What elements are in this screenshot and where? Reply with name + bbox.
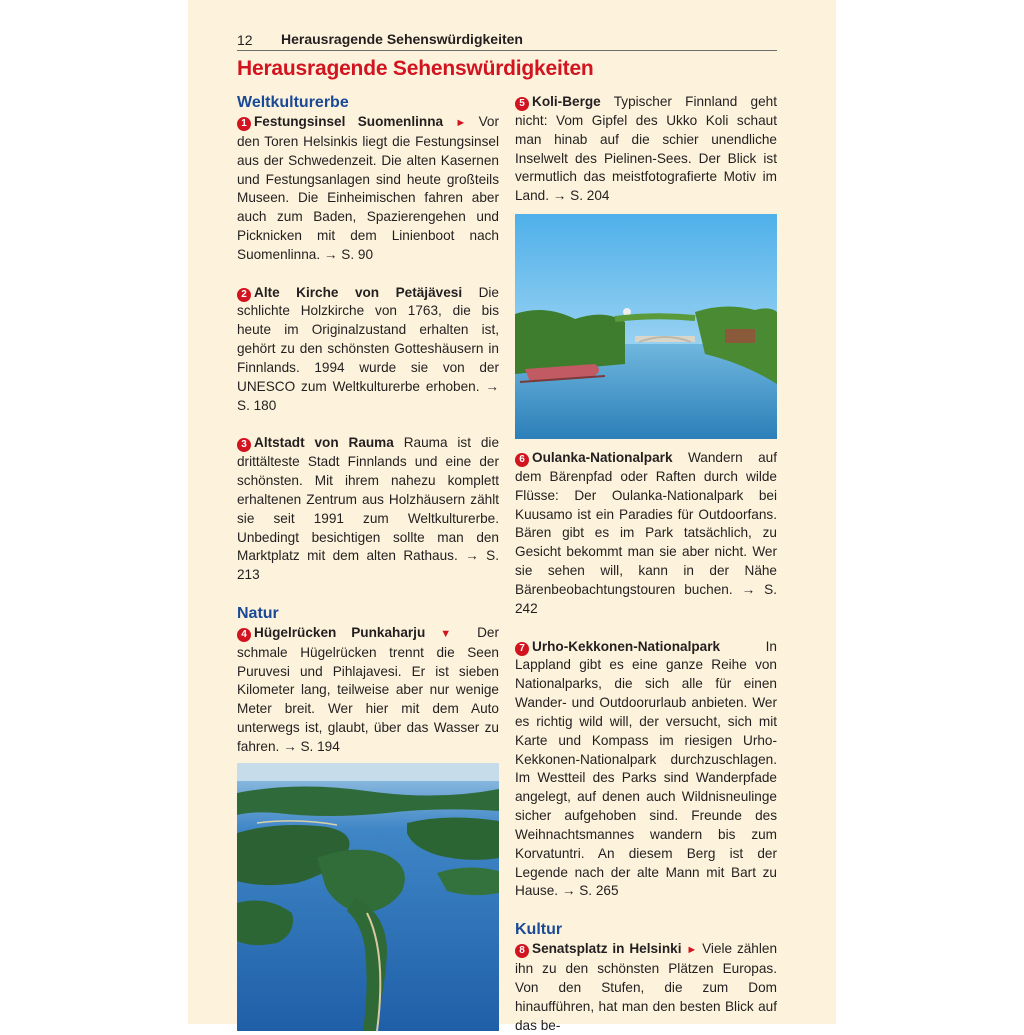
number-badge: 8 <box>515 944 529 958</box>
section-heading-natur: Natur <box>237 604 279 622</box>
entry-title: Senatsplatz in Helsinki <box>532 941 682 957</box>
entry-1 <box>237 113 499 265</box>
river-landscape-photo <box>515 214 777 439</box>
entry-2 <box>237 284 499 416</box>
entry-body: In Lappland gibt es eine ganze Reihe von Nationalparks, die sich alle für einen Wander- und Outdoorurlaub anbieten. Wer es richtig wild will, der versucht, sich mit Karte und Kompass im riesigen Urho-Kekkonen-Nationalpark durchzuschlagen. Im Westteil des Parks sind Wanderpfade angelegt, auf denen auch Wildnisneulinge sicher aufgehoben sind. Freunde des Weihnachtsmannes wandern bis zum Korvatuntri. An diesem Berg ist der Legende nach der alte Mann mit Bart zu Hause. → S. 265 <box>515 638 777 899</box>
entry-body: Typischer Finnland geht nicht: Vom Gipfel des Ukko Koli schaut man hinab auf die schier unendliche Inselwelt des Pielinen-Sees. Der Blick ist vermutlich das meistfotografierte Motiv im Land. → S. 204 <box>515 94 777 204</box>
triangle-right-icon: ► <box>455 117 467 129</box>
entry-5 <box>515 93 777 206</box>
entry-8 <box>515 940 777 1035</box>
number-badge: 4 <box>237 628 251 642</box>
entry-body: Wandern auf dem Bärenpfad oder Raften durch wilde Flüsse: Der Oulanka-Nationalpark bei Kuusamo ist ein Paradies für Outdoorfans. Bären gibt es im Park tatsächlich, zu Gesicht bekommt man sie aber nicht. Wer sie sehen will, kann in der Nähe Bärenbeobachtungstouren buchen. → S. 242 <box>515 450 777 616</box>
number-badge: 2 <box>237 288 251 302</box>
triangle-right-icon: ► <box>686 944 698 957</box>
entry-body: Der schmale Hügelrücken trennt die Seen Puruvesi und Pihlajavesi. Er ist sieben Kilometer lang, teilweise aber nur wenige Meter breit. Wer hier mit dem Auto unterwegs ist, glaubt, über das Wasser zu fahren. → S. 194 <box>237 624 500 754</box>
number-badge: 3 <box>237 438 251 452</box>
number-badge: 6 <box>515 453 529 467</box>
entry-6 <box>515 449 777 619</box>
page-title: Herausragende Sehenswürdigkeiten <box>237 57 594 80</box>
number-badge: 1 <box>237 117 251 131</box>
entry-title: Oulanka-Nationalpark <box>532 450 673 466</box>
left-column <box>237 93 499 1031</box>
section-heading-kultur: Kultur <box>515 921 563 939</box>
entry-title: Hügelrücken Punkaharju <box>254 624 426 640</box>
entry-3 <box>237 434 499 585</box>
entry-body: Die schlichte Holzkirche von 1763, die bis heute im Originalzustand erhalten ist, gehört zu den schönsten Gotteshäusern in Finnlands. 1994 wurde sie von der UNESCO zum Weltkulturerbe erhoben. → S. 180 <box>237 284 499 413</box>
entry-title: Urho-Kekkonen-Nationalpark <box>532 638 721 654</box>
running-title: Herausragende Sehenswürdigkeiten <box>281 31 523 47</box>
entry-7 <box>515 638 777 902</box>
number-badge: 7 <box>515 642 529 656</box>
entry-body: Vor den Toren Helsinkis liegt die Festungsinsel aus der Schwedenzeit. Die alten Kasernen und Festungsanlagen sind heute großteils Museen. Die Einheimischen fahren aber auch zum Baden, Spazierengehen und Picknicken mit dem Linienboot nach Suomenlinna. → S. 90 <box>237 114 499 262</box>
number-badge: 5 <box>515 97 529 111</box>
entry-body: Rauma ist die drittälteste Stadt Finnlands und eine der schönsten. Mit ihrem nahezu komplett erhaltenen Zentrum aus Holzhäusern zählt sie seit 1991 zum Weltkulturerbe. Unbedingt besichtigen sollte man den Marktplatz mit dem alten Rathaus. → S. 213 <box>237 435 500 583</box>
triangle-down-icon: ▼ <box>440 627 463 640</box>
section-heading-weltkulturerbe: Weltkulturerbe <box>237 94 349 111</box>
entry-title: Festungsinsel Suomenlinna <box>254 114 444 129</box>
right-column <box>515 93 777 1035</box>
entry-body: Viele zählen ihn zu den schönsten Plätzen Europas. Von den Stufen, die zum Dom hinaufführen, hat man den besten Blick auf das be- <box>515 941 778 1033</box>
entry-title: Alte Kirche von Petäjävesi <box>254 284 463 300</box>
entry-title: Koli-Berge <box>532 94 601 109</box>
punkaharju-aerial-photo <box>237 763 499 1031</box>
entry-title: Altstadt von Rauma <box>254 435 394 451</box>
page-number: 12 <box>237 32 253 48</box>
running-head <box>237 30 777 51</box>
entry-4 <box>237 624 499 757</box>
